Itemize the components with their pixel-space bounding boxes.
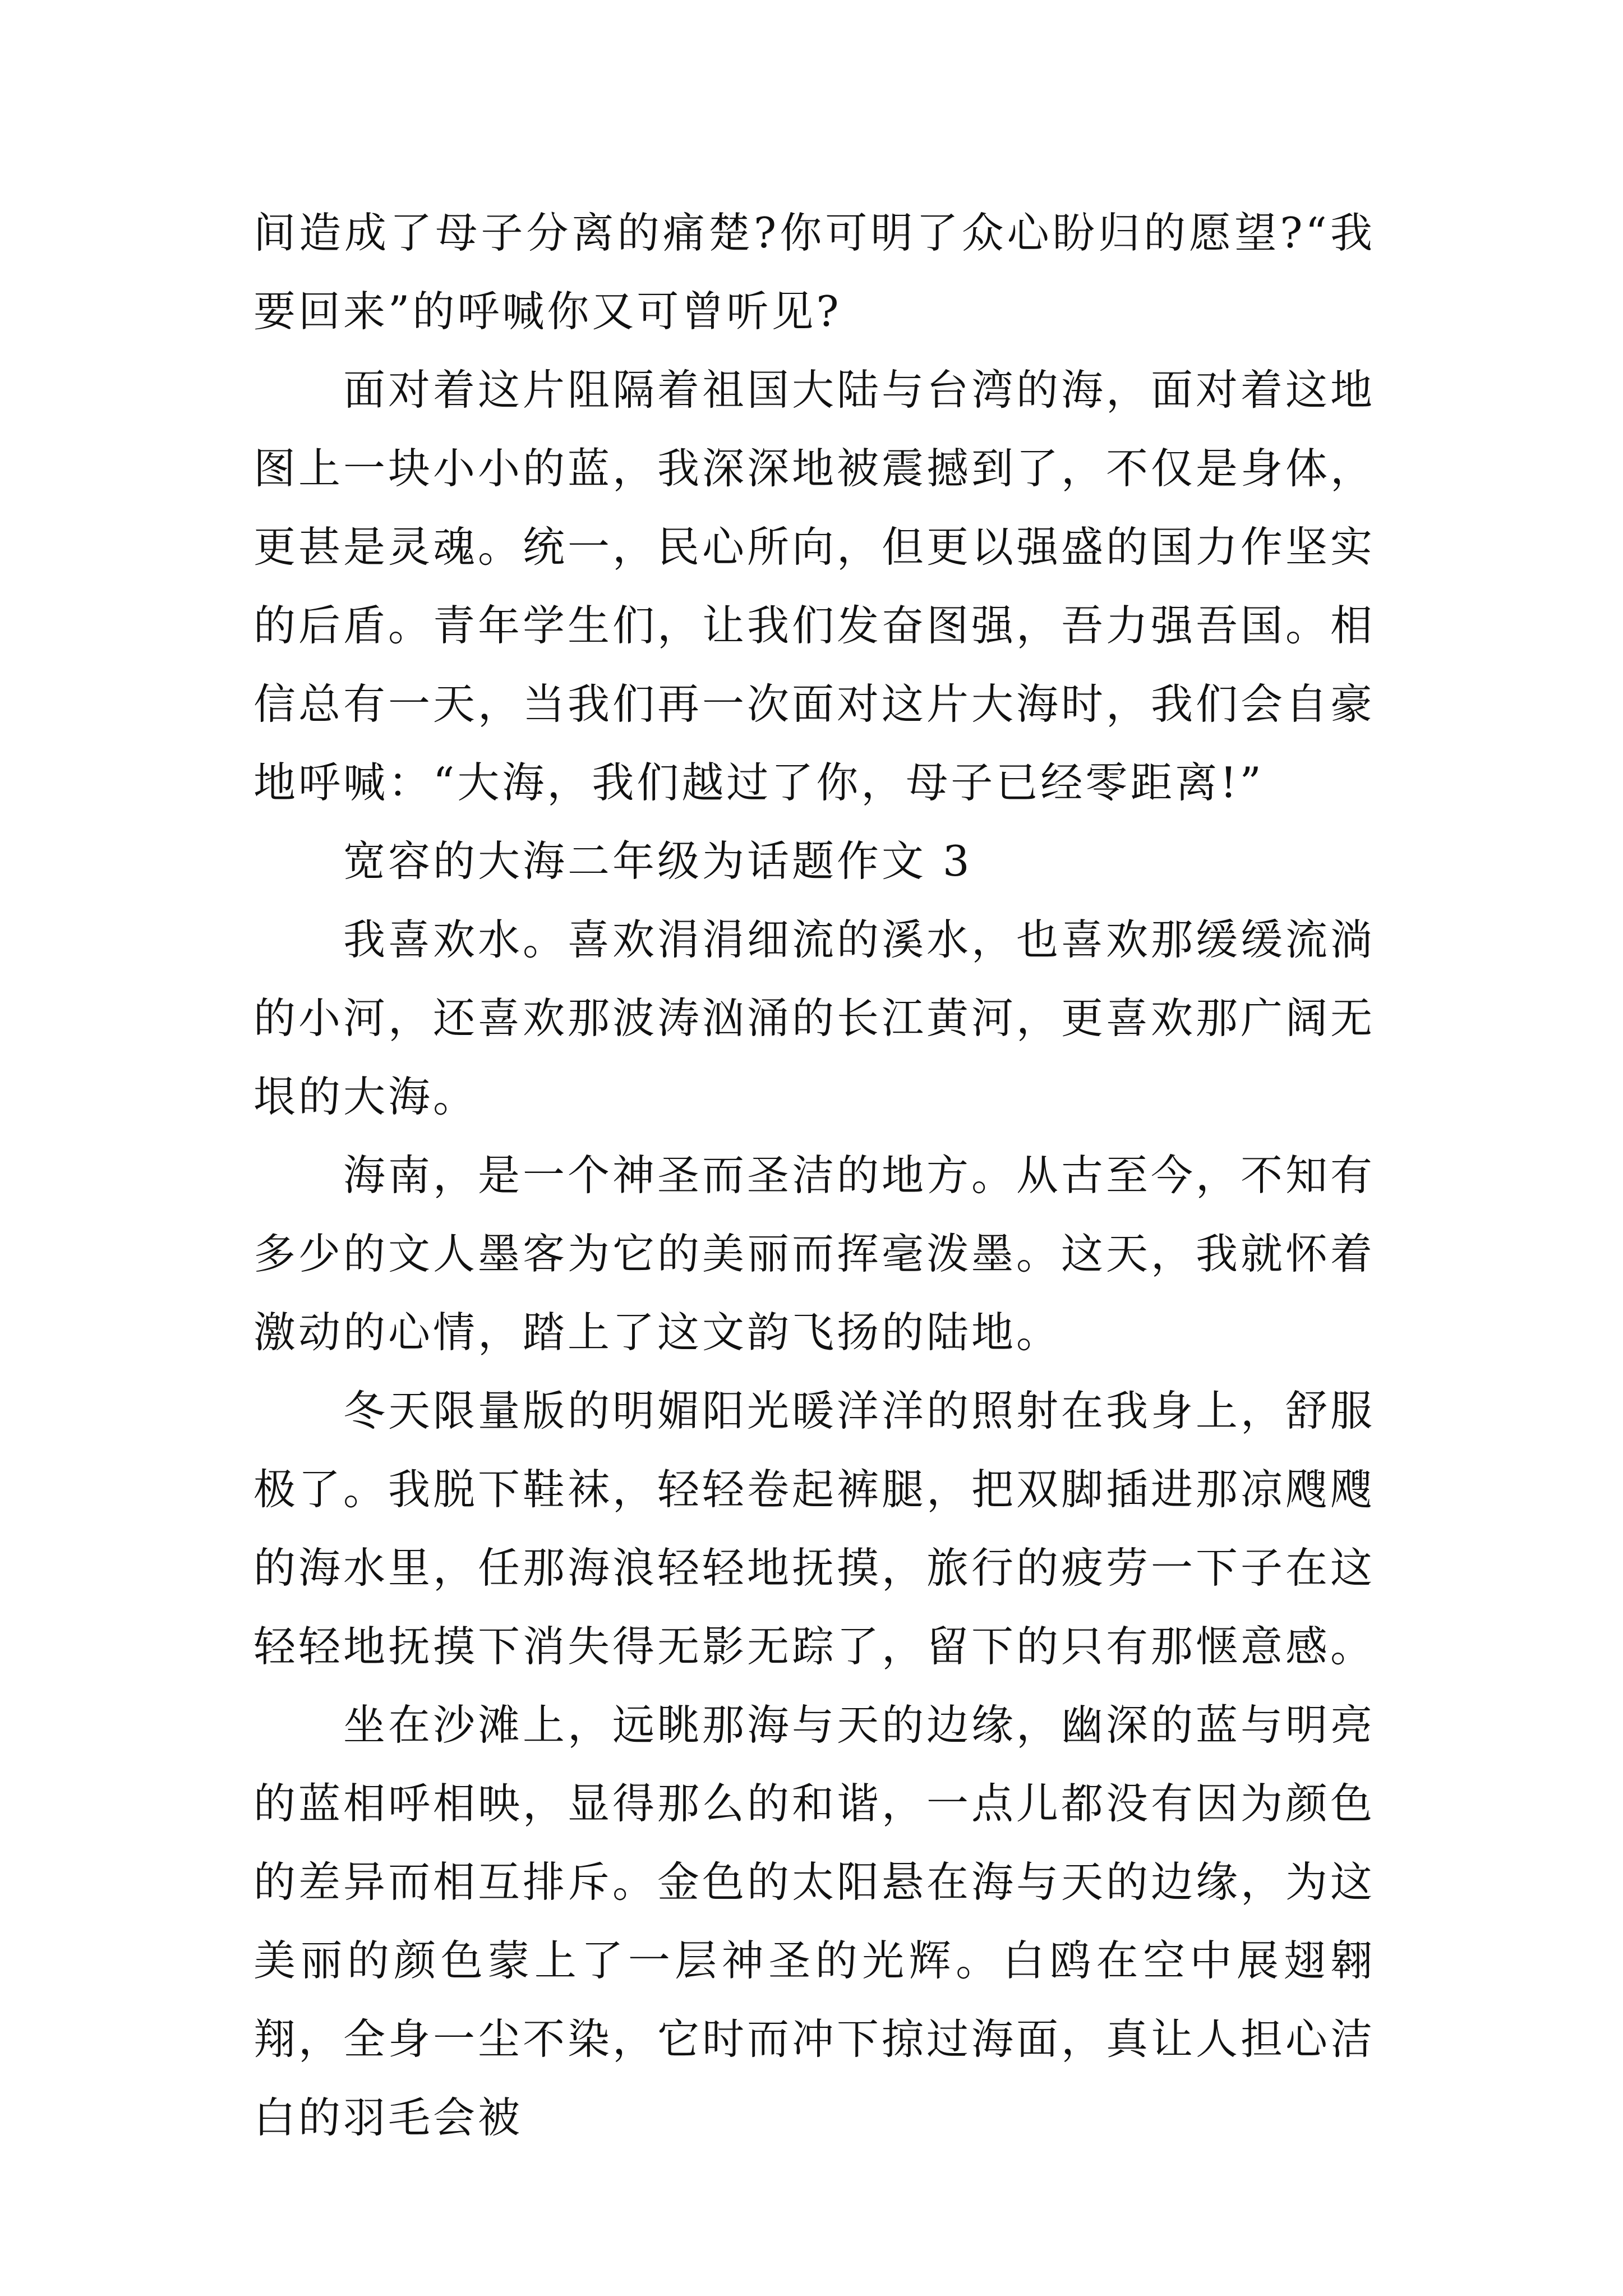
paragraph-continuation: 间造成了母子分离的痛楚?你可明了众心盼归的愿望?“我要回来”的呼喊你又可曾听见? bbox=[253, 208, 1375, 336]
paragraph: 我喜欢水。喜欢涓涓细流的溪水，也喜欢那缓缓流淌的小河，还喜欢那波涛汹涌的长江黄河，更喜欢那广阔无垠的大海。 bbox=[253, 915, 1376, 1121]
paragraph: 冬天限量版的明媚阳光暖洋洋的照射在我身上，舒服极了。我脱下鞋袜，轻轻卷起裤腿，把双脚插进那凉飕飕的海水里，任那海浪轻轻地抚摸，旅行的疲劳一下子在这轻轻地抚摸下消失得无影无踪了，留下的只有那惬意感。 bbox=[253, 1386, 1376, 1671]
paragraph: 坐在沙滩上，远眺那海与天的边缘，幽深的蓝与明亮的蓝相呼相映，显得那么的和谐，一点儿都没有因为颜色的差异而相互排斥。金色的太阳悬在海与天的边缘，为这美丽的颜色蒙上了一层神圣的光辉。白鸥在空中展翅翱翔，全身一尘不染，它时而冲下掠过海面，真让人担心洁白的羽毛会被 bbox=[253, 1700, 1376, 2142]
document-body bbox=[253, 194, 1375, 2157]
section-heading: 宽容的大海二年级为话题作文 3 bbox=[343, 836, 972, 886]
paragraph: 面对着这片阻隔着祖国大陆与台湾的海，面对着这地图上一块小小的蓝，我深深地被震撼到了，不仅是身体，更甚是灵魂。统一，民心所向，但更以强盛的国力作坚实的后盾。青年学生们，让我们发奋图强，吾力强吾国。相信总有一天，当我们再一次面对这片大海时，我们会自豪地呼喊：“大海，我们越过了你，母子已经零距离!” bbox=[253, 365, 1376, 807]
paragraph: 海南，是一个神圣而圣洁的地方。从古至今，不知有多少的文人墨客为它的美丽而挥毫泼墨。这天，我就怀着激动的心情，踏上了这文韵飞扬的陆地。 bbox=[253, 1151, 1376, 1357]
